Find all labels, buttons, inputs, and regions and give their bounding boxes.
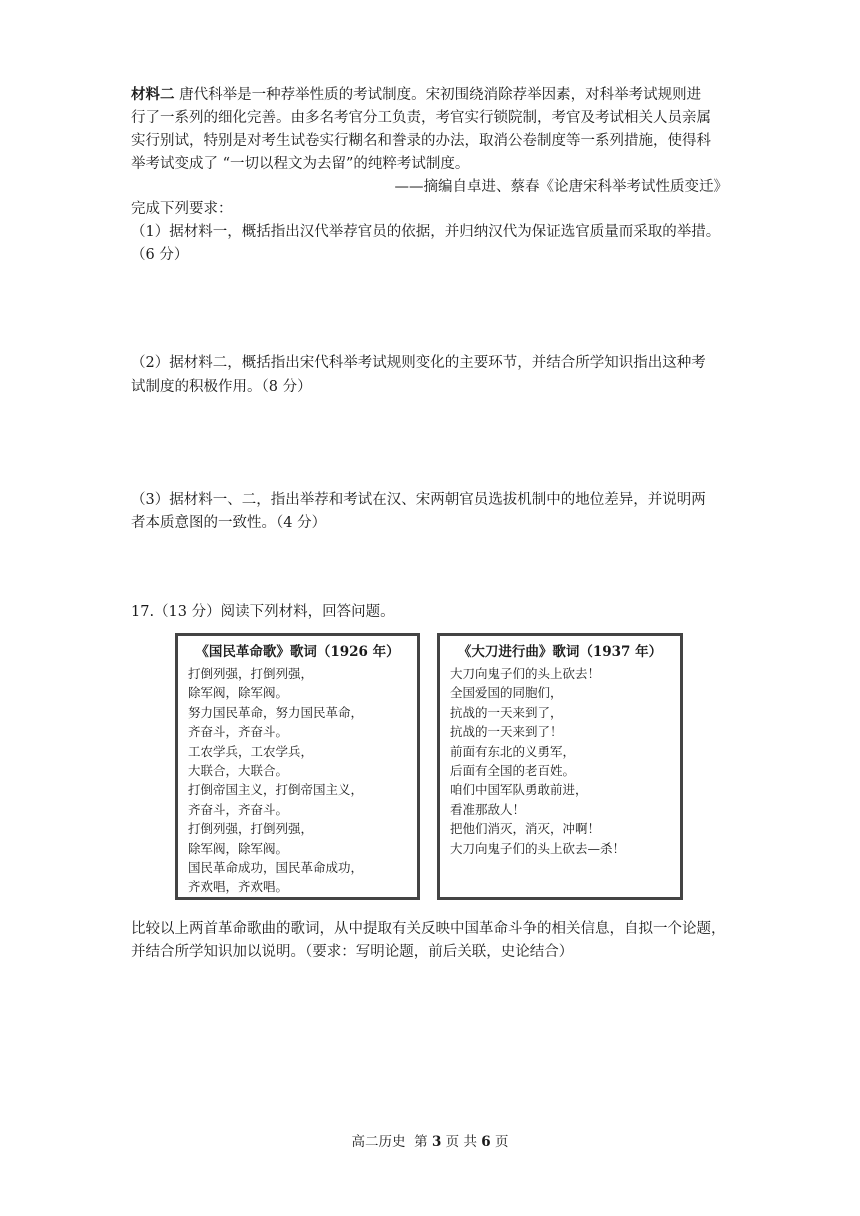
song1-line: 国民革命成功，国民革命成功， xyxy=(188,860,364,876)
footer-total-pages: 6 xyxy=(481,1134,491,1150)
question-1-line2: （6 分） xyxy=(131,247,189,263)
material2-line3: 实行别试，特别是对考生试卷实行糊名和誊录的办法，取消公卷制度等一系列措施，使得科 xyxy=(131,133,711,149)
song1-line: 大联合，大联合。 xyxy=(188,763,289,779)
instructions: 完成下列要求： xyxy=(131,201,233,217)
song2-line: 咱们中国军队勇敢前进， xyxy=(450,782,588,798)
footer-subject: 高二历史 xyxy=(351,1134,406,1150)
song2-line: 看准那敌人！ xyxy=(450,801,526,817)
song1-title: 《国民革命歌》歌词（1926 年） xyxy=(195,644,400,660)
footer-ye2: 页 xyxy=(494,1134,509,1150)
question-1-line1: （1）据材料一，概括指出汉代举荐官员的依据，并归纳汉代为保证选官质量而采取的举措。 xyxy=(131,224,721,240)
song2-line: 大刀向鬼子们的头上砍去—杀！ xyxy=(450,840,626,856)
question-17-task-line2: 并结合所学知识加以说明。（要求：写明论题，前后关联，史论结合） xyxy=(131,944,574,960)
song1-line: 除军阀，除军阀。 xyxy=(188,840,289,856)
song2-line: 前面有东北的义勇军， xyxy=(450,743,576,759)
song1-lyrics xyxy=(188,664,407,897)
song2-line: 抗战的一天来到了， xyxy=(450,704,563,720)
song1-line: 齐欢唱，齐欢唱。 xyxy=(188,879,289,895)
song1-line: 打倒帝国主义，打倒帝国主义， xyxy=(188,782,364,798)
footer-ye: 页 xyxy=(445,1134,460,1150)
question-3-line2: 者本质意图的一致性。（4 分） xyxy=(131,515,327,531)
material2-text: 唐代科举是一种荐举性质的考试制度。宋初围绕消除荐举因素，对科举考试规则进 xyxy=(179,87,702,103)
song2-line: 抗战的一天来到了！ xyxy=(450,724,563,740)
song2-lyrics xyxy=(450,664,670,858)
song1-line: 除军阀，除军阀。 xyxy=(188,685,289,701)
song2-title: 《大刀进行曲》歌词（1937 年） xyxy=(457,644,663,660)
question-2-line1: （2）据材料二，概括指出宋代科举考试规则变化的主要环节，并结合所学知识指出这种考 xyxy=(131,355,706,371)
page-footer xyxy=(0,1130,860,1150)
footer-page-number: 3 xyxy=(431,1134,442,1150)
song2-line: 把他们消灭，消灭，冲啊！ xyxy=(450,821,601,837)
question-2-line2: 试制度的积极作用。（8 分） xyxy=(131,379,312,395)
song1-box xyxy=(175,633,420,900)
question-17-header: 17.（13 分）阅读下列材料，回答问题。 xyxy=(131,604,395,620)
footer-di: 第 xyxy=(414,1134,428,1150)
song1-line: 齐奋斗，齐奋斗。 xyxy=(188,801,289,817)
material2-line2: 行了一系列的细化完善。由多名考官分工负责，考官实行锁院制，考官及考试相关人员亲属 xyxy=(131,110,711,126)
song1-line: 打倒列强，打倒列强， xyxy=(188,821,314,837)
song2-box xyxy=(437,633,683,900)
song2-line: 后面有全国的老百姓。 xyxy=(450,763,576,779)
song2-line: 全国爱国的同胞们， xyxy=(450,685,563,701)
material2-line1 xyxy=(131,84,701,106)
material2-line4: 举考试变成了 “一切以程文为去留”的纯粹考试制度。 xyxy=(131,156,470,172)
song1-line: 工农学兵，工农学兵， xyxy=(188,743,314,759)
question-17-task-line1: 比较以上两首革命歌曲的歌词，从中提取有关反映中国革命斗争的相关信息，自拟一个论题， xyxy=(131,921,726,937)
song1-line: 打倒列强，打倒列强， xyxy=(188,666,314,681)
material2-source: ——摘编自卓进、蔡春《论唐宋科举考试性质变迁》 xyxy=(394,179,728,195)
song2-line: 大刀向鬼子们的头上砍去！ xyxy=(450,666,601,681)
question-3-line1: （3）据材料一、二，指出举荐和考试在汉、宋两朝官员选拔机制中的地位差异，并说明两 xyxy=(131,492,706,508)
footer-gong: 共 xyxy=(463,1134,477,1150)
song1-line: 齐奋斗，齐奋斗。 xyxy=(188,724,289,740)
song1-line: 努力国民革命，努力国民革命， xyxy=(188,704,364,720)
material2-label: 材料二 xyxy=(131,86,175,103)
